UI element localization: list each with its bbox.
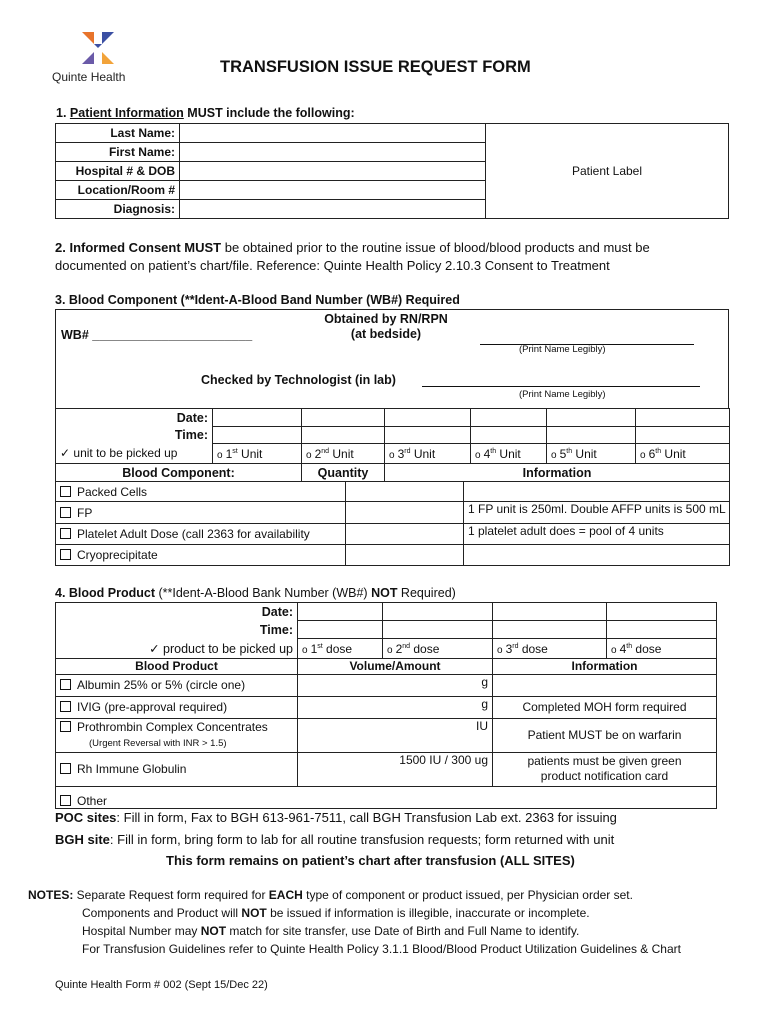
location-room-input[interactable] xyxy=(180,181,486,200)
time-cell[interactable] xyxy=(302,427,385,444)
unit-5-option[interactable]: o 5th Unit xyxy=(547,444,636,464)
volume-cell[interactable]: 1500 IU / 300 ug xyxy=(298,752,493,786)
checked-by-tech-label: Checked by Technologist (in lab) xyxy=(201,373,396,387)
info-cell: Completed MOH form required xyxy=(493,696,717,718)
checkbox[interactable] xyxy=(60,486,71,497)
first-name-input[interactable] xyxy=(180,143,486,162)
wb-box xyxy=(55,309,729,409)
product-ivig[interactable]: IVIG (pre-approval required) xyxy=(56,696,298,718)
checkbox[interactable] xyxy=(60,795,71,806)
remains-on-chart-notice: This form remains on patient’s chart after transfusion (ALL SITES) xyxy=(166,853,575,868)
section-4-heading: 4. Blood Product (**Ident-A-Blood Bank Number (WB#) NOT Required) xyxy=(55,586,456,600)
volume-amount-header: Volume/Amount xyxy=(298,658,493,674)
time-cell[interactable] xyxy=(493,621,607,639)
time-cell[interactable] xyxy=(213,427,302,444)
diagnosis-input[interactable] xyxy=(180,200,486,219)
date-cell[interactable] xyxy=(547,409,636,427)
unit-pickup-label: ✓ unit to be picked up xyxy=(56,444,213,464)
unit-3-option[interactable]: o 3rd Unit xyxy=(385,444,471,464)
blood-product-header: Blood Product xyxy=(56,658,298,674)
obtained-by-label: Obtained by RN/RPN (at bedside) xyxy=(324,312,448,341)
product-pickup-label: ✓ product to be picked up xyxy=(56,639,298,659)
print-name-hint: (Print Name Legibly) xyxy=(519,389,606,400)
time-cell[interactable] xyxy=(607,621,717,639)
volume-cell[interactable]: g xyxy=(298,696,493,718)
info-cell: 1 FP unit is 250ml. Double AFFP units is 500 mL xyxy=(464,502,730,524)
info-cell: 1 platelet adult does = pool of 4 units xyxy=(464,524,730,545)
checkbox[interactable] xyxy=(60,507,71,518)
time-cell[interactable] xyxy=(636,427,730,444)
info-cell: patients must be given green product notification card xyxy=(493,752,717,786)
time-cell[interactable] xyxy=(385,427,471,444)
date-cell[interactable] xyxy=(213,409,302,427)
form-title: TRANSFUSION ISSUE REQUEST FORM xyxy=(220,58,531,76)
checkbox[interactable] xyxy=(60,721,71,732)
time-cell[interactable] xyxy=(547,427,636,444)
field-label: Hospital # & DOB xyxy=(56,162,180,181)
information-header: Information xyxy=(493,658,717,674)
date-cell[interactable] xyxy=(298,603,383,621)
last-name-input[interactable] xyxy=(180,124,486,143)
quantity-cell[interactable] xyxy=(346,502,464,524)
quantity-cell[interactable] xyxy=(346,524,464,545)
checkbox[interactable] xyxy=(60,528,71,539)
volume-cell[interactable]: IU xyxy=(298,718,493,752)
date-cell[interactable] xyxy=(636,409,730,427)
logo-text: Quinte Health xyxy=(52,70,126,84)
dose-2-option[interactable]: o 2nd dose xyxy=(383,639,493,659)
unit-1-option[interactable]: o 1st Unit xyxy=(213,444,302,464)
tech-name-line[interactable] xyxy=(422,386,700,387)
info-cell xyxy=(464,482,730,502)
blood-product-list-table xyxy=(55,658,717,809)
date-cell[interactable] xyxy=(471,409,547,427)
component-packed-cells[interactable]: Packed Cells xyxy=(56,482,346,502)
date-cell[interactable] xyxy=(383,603,493,621)
checkbox[interactable] xyxy=(60,679,71,690)
time-label: Time: xyxy=(56,427,213,444)
unit-2-option[interactable]: o 2nd Unit xyxy=(302,444,385,464)
unit-4-option[interactable]: o 4th Unit xyxy=(471,444,547,464)
section-2-consent: 2. Informed Consent MUST be obtained prior to the routine issue of blood/blood products and must be documented on patient’s chart/file. Reference: Quinte Health Policy 2.10.3 Consent to Treatment xyxy=(55,240,650,273)
quantity-cell[interactable] xyxy=(346,482,464,502)
dose-1-option[interactable]: o 1st dose xyxy=(298,639,383,659)
info-cell: Patient MUST be on warfarin xyxy=(493,718,717,752)
product-other[interactable]: Other xyxy=(56,786,717,808)
date-label: Date: xyxy=(56,409,213,427)
component-cryoprecipitate[interactable]: Cryoprecipitate xyxy=(56,545,346,566)
patient-info-table xyxy=(55,123,729,219)
section-1-heading: 1. Patient Information MUST include the following: xyxy=(56,106,355,120)
product-albumin[interactable]: Albumin 25% or 5% (circle one) xyxy=(56,674,298,696)
bgh-site-instructions: BGH site: Fill in form, bring form to lab for all routine transfusion requests; form returned with unit xyxy=(55,832,615,847)
date-cell[interactable] xyxy=(302,409,385,427)
date-cell[interactable] xyxy=(607,603,717,621)
patient-label-box: Patient Label xyxy=(486,124,729,219)
time-cell[interactable] xyxy=(298,621,383,639)
date-cell[interactable] xyxy=(493,603,607,621)
field-label: Last Name: xyxy=(56,124,180,143)
product-prothrombin[interactable]: Prothrombin Complex Concentrates (Urgent Reversal with INR > 1.5) xyxy=(56,718,298,752)
dose-3-option[interactable]: o 3rd dose xyxy=(493,639,607,659)
blood-component-header: Blood Component: xyxy=(56,464,302,482)
dose-4-option[interactable]: o 4th dose xyxy=(607,639,717,659)
blood-component-table xyxy=(55,408,730,566)
blood-product-table xyxy=(55,602,717,659)
logo xyxy=(52,28,147,86)
date-label: Date: xyxy=(56,603,298,621)
checkbox[interactable] xyxy=(60,701,71,712)
quinte-health-logo-icon xyxy=(78,28,118,68)
section-3-heading: 3. Blood Component (**Ident-A-Blood Band Number (WB#) Required xyxy=(55,293,460,307)
component-platelet[interactable]: Platelet Adult Dose (call 2363 for availability xyxy=(56,524,346,545)
information-header: Information xyxy=(385,464,730,482)
form-footer: Quinte Health Form # 002 (Sept 15/Dec 22) xyxy=(55,979,268,991)
poc-sites-instructions: POC sites: Fill in form, Fax to BGH 613-961-7511, call BGH Transfusion Lab ext. 2363 for issuing xyxy=(55,810,617,825)
info-cell xyxy=(493,674,717,696)
date-cell[interactable] xyxy=(385,409,471,427)
hospital-dob-input[interactable] xyxy=(180,162,486,181)
quantity-cell[interactable] xyxy=(346,545,464,566)
field-label: Diagnosis: xyxy=(56,200,180,219)
time-cell[interactable] xyxy=(471,427,547,444)
field-label: First Name: xyxy=(56,143,180,162)
notes-block: NOTES: Separate Request form required for EACH type of component or product issued, per Physician order set. Components and Product will NOT be issued if information is illegible, inaccurate or incomplete. Hospital Number may NOT match for site transfer, use Date of Birth and Full Name to identify. For Transfusion Guidelines refer to Quinte Health Policy 3.1.1 Blood/Blood Product Utilization Guidelines & Chart xyxy=(28,888,681,956)
product-rh-immune-globulin[interactable]: Rh Immune Globulin xyxy=(56,752,298,786)
time-label: Time: xyxy=(56,621,298,639)
field-label: Location/Room # xyxy=(56,181,180,200)
time-cell[interactable] xyxy=(383,621,493,639)
quantity-header: Quantity xyxy=(302,464,385,482)
print-name-hint: (Print Name Legibly) xyxy=(519,344,606,355)
checkbox[interactable] xyxy=(60,763,71,774)
checkbox[interactable] xyxy=(60,549,71,560)
info-cell xyxy=(464,545,730,566)
wb-number[interactable]: WB# _______________________ xyxy=(61,328,253,342)
volume-cell[interactable]: g xyxy=(298,674,493,696)
component-fp[interactable]: FP xyxy=(56,502,346,524)
unit-6-option[interactable]: o 6th Unit xyxy=(636,444,730,464)
